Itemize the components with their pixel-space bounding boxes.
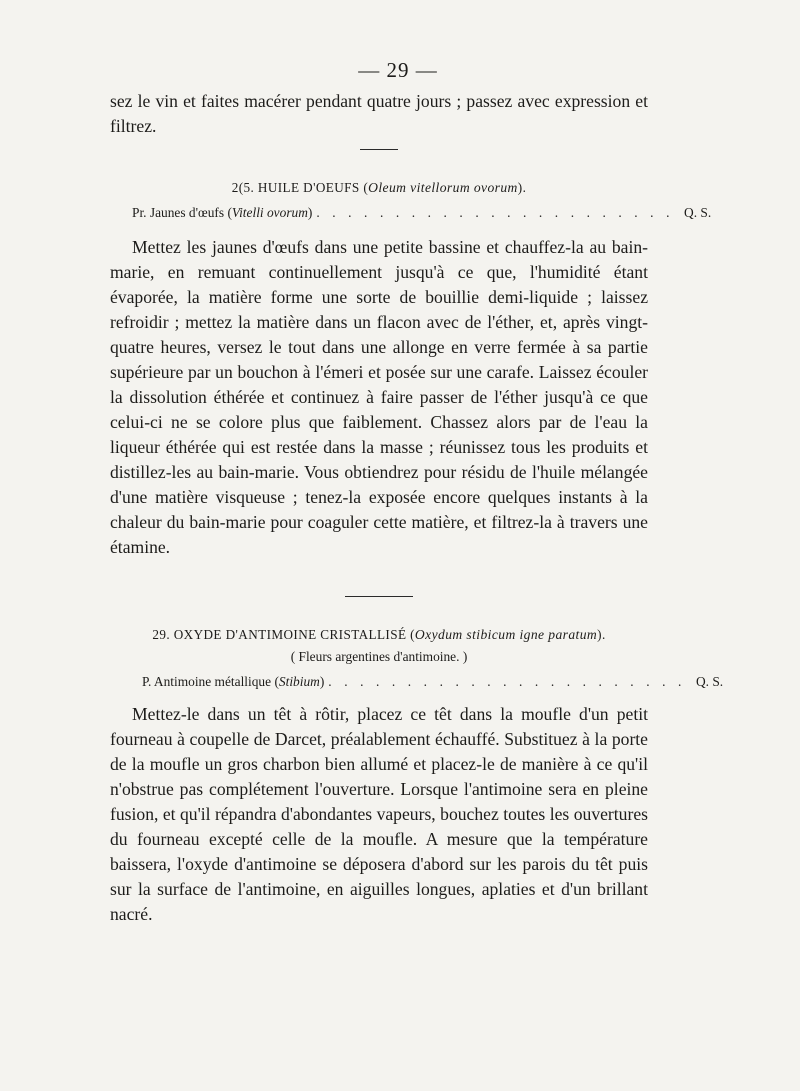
recipe-paren-open: ( — [227, 205, 232, 220]
section-28-recipe-ingredient — [132, 205, 312, 221]
divider-short — [360, 149, 398, 150]
intro-paragraph: sez le vin et faites macérer pendant quatre jours ; passez avec expression et filtrez. — [110, 91, 648, 136]
recipe-paren-close: ) — [307, 205, 313, 220]
divider-long — [345, 596, 413, 597]
section-28-paragraph: Mettez les jaunes d'œufs dans une petite bassine et chauffez-la au bain-marie, en remuant continuellement jusqu'à ce que, l'humidité étant évaporée, la matière forme une sorte de bouillie demi-liquide ; laissez refroidir ; mettez la matière dans un flacon avec de l'éther, et, après vingt-quatre heures, versez le tout dans une allonge en verre fermée à sa partie supérieure par un bouchon à l'émeri et posée sur une carafe. Laissez écouler la dissolution éthérée et continuez à faire passer de l'éther jusqu'à ce que celui-ci ne se colore plus que faiblement. Chassez alors par de l'eau la liqueur éthérée qui est restée dans la masse ; réunissez tous les produits et distillez-les au bain-marie. Vous obtiendrez pour résidu de l'huile mélangée d'une matière visqueuse ; tenez-la exposée encore quelques instants à la chaleur du bain-marie pour coaguler cette matière, et filtrez-la à travers une étamine. — [110, 237, 648, 557]
recipe-name: Jaunes d'œufs — [149, 205, 225, 220]
section-28-title — [110, 180, 648, 196]
section-28-heading: HUILE D'OEUFS — [257, 180, 360, 195]
recipe-latin: Stibium — [278, 674, 320, 689]
recipe-prefix: Pr. — [132, 205, 147, 220]
section-28-paren-open: ( — [363, 180, 369, 195]
section-29-paragraph: Mettez-le dans un têt à rôtir, placez ce têt dans la moufle d'un petit fourneau à coupelle de Darcet, préalablement échauffé. Substituez à la porte de la moufle un gros charbon bien allumé et placez-le de manière à ce qu'il n'obstrue pas complétement l'ouverture. Lorsque l'antimoine sera en pleine fusion, et qu'il répandra d'abondantes vapeurs, bouchez toutes les ouvertures du fourneau excepté celle de la moufle. A mesure que la température baissera, l'oxyde d'antimoine se déposera d'abord sur les parois du têt puis sur la surface de l'antimoine, en aiguilles longues, aplaties et d'un brillant nacré. — [110, 704, 648, 924]
section-29-recipe-ingredient — [142, 674, 324, 690]
section-28-latin: Oleum vitellorum ovorum — [368, 180, 518, 195]
section-29-latin: Oxydum stibicum igne paratum — [414, 627, 598, 642]
page-number: — 29 — — [358, 58, 438, 82]
leader-dots: . . . . . . . . . . . . . . . . . . . . . . . — [316, 205, 675, 220]
section-29-heading: OXYDE D'ANTIMOINE CRISTALLISÉ — [173, 627, 407, 642]
recipe-name: Antimoine métallique — [153, 674, 272, 689]
section-28-paren-close: ). — [517, 180, 527, 195]
section-29-recipe-quantity: Q. S. — [695, 674, 724, 689]
leader-dots: . . . . . . . . . . . . . . . . . . . . . . . — [328, 674, 686, 689]
section-28-recipe — [110, 205, 712, 221]
section-29-subtitle: ( Fleurs argentines d'antimoine. ) — [290, 649, 468, 664]
recipe-latin: Vitelli ovorum — [231, 205, 308, 220]
section-28-number: 2(5. — [231, 180, 255, 195]
recipe-paren-close: ) — [319, 674, 325, 689]
section-28-recipe-quantity: Q. S. — [684, 205, 712, 220]
section-29-title — [110, 627, 648, 643]
recipe-prefix: P. — [142, 674, 152, 689]
section-29-number: 29. — [152, 627, 171, 642]
section-29-recipe — [110, 674, 724, 690]
recipe-paren-open: ( — [274, 674, 279, 689]
section-29-paren-open: ( — [410, 627, 415, 642]
section-29-paren-close: ). — [597, 627, 606, 642]
